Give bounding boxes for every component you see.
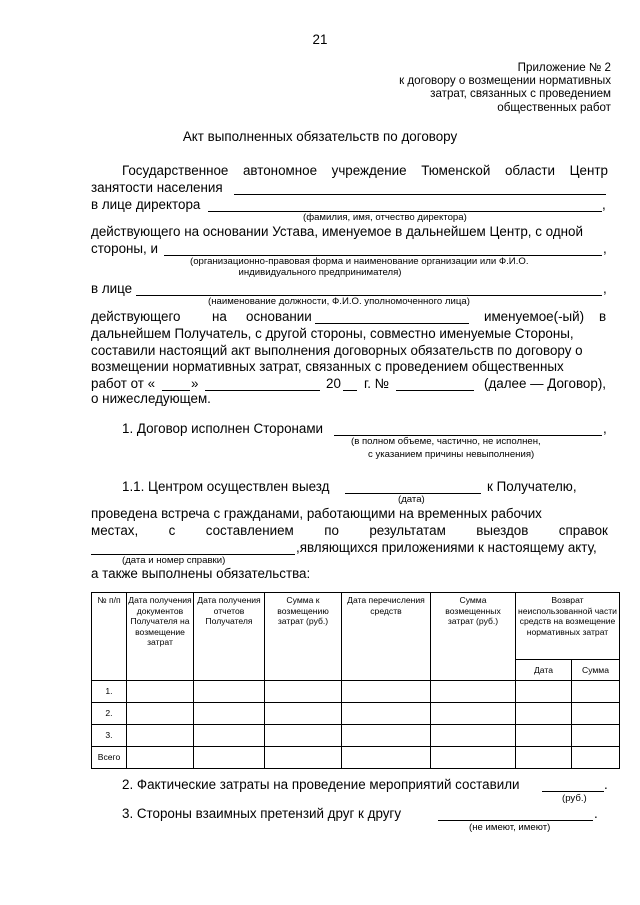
table-cell[interactable] [342, 681, 431, 703]
word: справок [558, 523, 608, 538]
appendix-line: Приложение № 2 [517, 61, 611, 74]
hint-authorized-person: (наименование должности, Ф.И.О. уполномоченного лица) [208, 296, 470, 307]
table-cell[interactable] [572, 681, 620, 703]
table-cell[interactable] [516, 725, 572, 747]
hint-claims: (не имеют, имеют) [469, 822, 551, 833]
intro-line-4: действующего на основании Устава, именуемое в дальнейшем Центр, с одной [91, 224, 583, 239]
word: в [599, 309, 607, 324]
table-cell[interactable] [194, 747, 265, 769]
table-cell[interactable] [431, 747, 516, 769]
table-cell[interactable] [194, 725, 265, 747]
punct: , [603, 241, 607, 256]
clause-11-text-b: к Получателю, [487, 479, 577, 494]
intro-line-6: в лице [91, 281, 133, 296]
punct: , [603, 281, 607, 296]
word: Тюменской [421, 163, 491, 178]
header-date-reports: Дата получения отчетов Получателя [194, 593, 265, 681]
table-cell[interactable] [572, 703, 620, 725]
page-number: 21 [312, 32, 328, 47]
intro-line-5: стороны, и [91, 241, 158, 256]
intro-line-10: возмещении нормативных затрат, связанных с проведением общественных [91, 359, 564, 374]
table-cell[interactable] [572, 725, 620, 747]
obligations-table [91, 592, 620, 769]
word: работ от « [91, 376, 156, 391]
word: выездов [476, 523, 529, 538]
word: Государственное [122, 163, 229, 178]
intro-line-1 [122, 163, 608, 178]
header-refund-date: Дата [516, 660, 572, 681]
row-num: 2. [92, 703, 127, 725]
fill-line-employment-center[interactable] [234, 194, 606, 195]
table-cell[interactable] [431, 725, 516, 747]
punct: . [594, 806, 598, 821]
word: » [191, 376, 199, 391]
clause-3-text: 3. Стороны взаимных претензий друг к другу [122, 806, 402, 821]
word: именуемое(-ый) [484, 309, 585, 324]
word: 20 [326, 376, 341, 391]
header-date-transfer: Дата перечисления средств [342, 593, 431, 681]
hint-director: (фамилия, имя, отчество директора) [303, 212, 467, 223]
header-sum-comp: Сумма к возмещению затрат (руб.) [265, 593, 342, 681]
intro-line-12: о нижеследующем. [91, 391, 211, 406]
table-cell[interactable] [431, 681, 516, 703]
appendix-line: общественных работ [497, 100, 611, 114]
word: г. № [364, 376, 390, 391]
table-cell[interactable] [194, 681, 265, 703]
table-cell[interactable] [194, 703, 265, 725]
appendix-line: затрат, связанных с проведением [430, 87, 611, 101]
word: на [212, 309, 227, 324]
fill-line-month[interactable] [205, 390, 320, 391]
intro-line-8: дальнейшем Получатель, с другой стороны, совместно именуемые Стороны, [91, 326, 574, 341]
word: с [168, 523, 176, 538]
fill-line-claims[interactable] [438, 820, 593, 821]
appendix-header [399, 61, 611, 114]
word: учреждение [331, 163, 407, 178]
hint-status-2: с указанием причины невыполнения) [368, 449, 535, 460]
hint-organization-1: (организационно-правовая форма и наименование организации или Ф.И.О. [190, 256, 529, 267]
table-cell[interactable] [342, 725, 431, 747]
table-cell[interactable] [127, 681, 194, 703]
hint-status-1: (в полном объеме, частично, не исполнен, [351, 436, 541, 447]
row-total: Всего [92, 747, 127, 769]
word: составлением [205, 523, 294, 538]
clause-2-text: 2. Фактические затраты на проведение мероприятий составили [122, 777, 520, 792]
punct: . [604, 777, 608, 792]
table-cell[interactable] [342, 747, 431, 769]
table-cell[interactable] [265, 747, 342, 769]
table-cell[interactable] [516, 703, 572, 725]
word: основании [246, 309, 312, 324]
table-cell[interactable] [265, 725, 342, 747]
intro-line-9: составили настоящий акт выполнения договорных обязательств по договору о [91, 343, 583, 358]
punct: , [603, 421, 607, 436]
fill-line-basis[interactable] [315, 323, 469, 324]
punct: , [602, 197, 606, 212]
word: (далее — Договор), [484, 376, 606, 391]
hint-date: (дата) [398, 494, 425, 505]
table-cell[interactable] [265, 703, 342, 725]
intro-line-2: занятости населения [91, 180, 223, 195]
word: местах, [91, 523, 139, 538]
table-cell[interactable] [265, 681, 342, 703]
row-num: 3. [92, 725, 127, 747]
hint-reference: (дата и номер справки) [122, 555, 226, 566]
word: автономное [242, 163, 318, 178]
table-cell[interactable] [127, 747, 194, 769]
document-title: Акт выполненных обязательств по договору [182, 129, 458, 144]
fill-line-year[interactable] [343, 390, 357, 391]
clause-11-line-3 [91, 523, 608, 538]
table-cell[interactable] [431, 703, 516, 725]
hint-rub: (руб.) [562, 793, 587, 804]
hint-organization-2: индивидуального предпринимателя) [238, 267, 402, 278]
header-date-docs: Дата получения документов Получателя на возмещение затрат [127, 593, 194, 681]
row-num: 1. [92, 681, 127, 703]
header-refund-sum: Сумма [572, 660, 620, 681]
intro-line-3: в лице директора [91, 197, 201, 212]
word: Центр [569, 163, 608, 178]
table-cell[interactable] [127, 703, 194, 725]
word: по [324, 523, 339, 538]
clause-11-line-2: проведена встреча с гражданами, работающими на временных рабочих [91, 506, 542, 521]
fill-line-actual-costs[interactable] [542, 791, 604, 792]
clause-11-line-4: ,являющихся приложениями к настоящему акту, [296, 540, 597, 555]
fill-line-contract-number[interactable] [396, 390, 474, 391]
clause-1-text: 1. Договор исполнен Сторонами [122, 421, 324, 436]
table-cell[interactable] [516, 681, 572, 703]
word: действующего [91, 309, 181, 324]
header-num: № п/п [92, 593, 127, 681]
clause-11-line-5: а также выполнены обязательства: [91, 566, 311, 581]
table-cell[interactable] [127, 725, 194, 747]
header-sum-compensated: Сумма возмещенных затрат (руб.) [431, 593, 516, 681]
appendix-line: к договору о возмещении нормативных [399, 74, 611, 88]
table-cell[interactable] [516, 747, 572, 769]
header-refund: Возврат неиспользованной части средств на возмещение нормативных затрат [516, 593, 620, 660]
word: результатам [369, 523, 446, 538]
word: области [504, 163, 556, 178]
clause-11-text: 1.1. Центром осуществлен выезд [122, 479, 330, 494]
table-cell[interactable] [342, 703, 431, 725]
table-cell[interactable] [572, 747, 620, 769]
